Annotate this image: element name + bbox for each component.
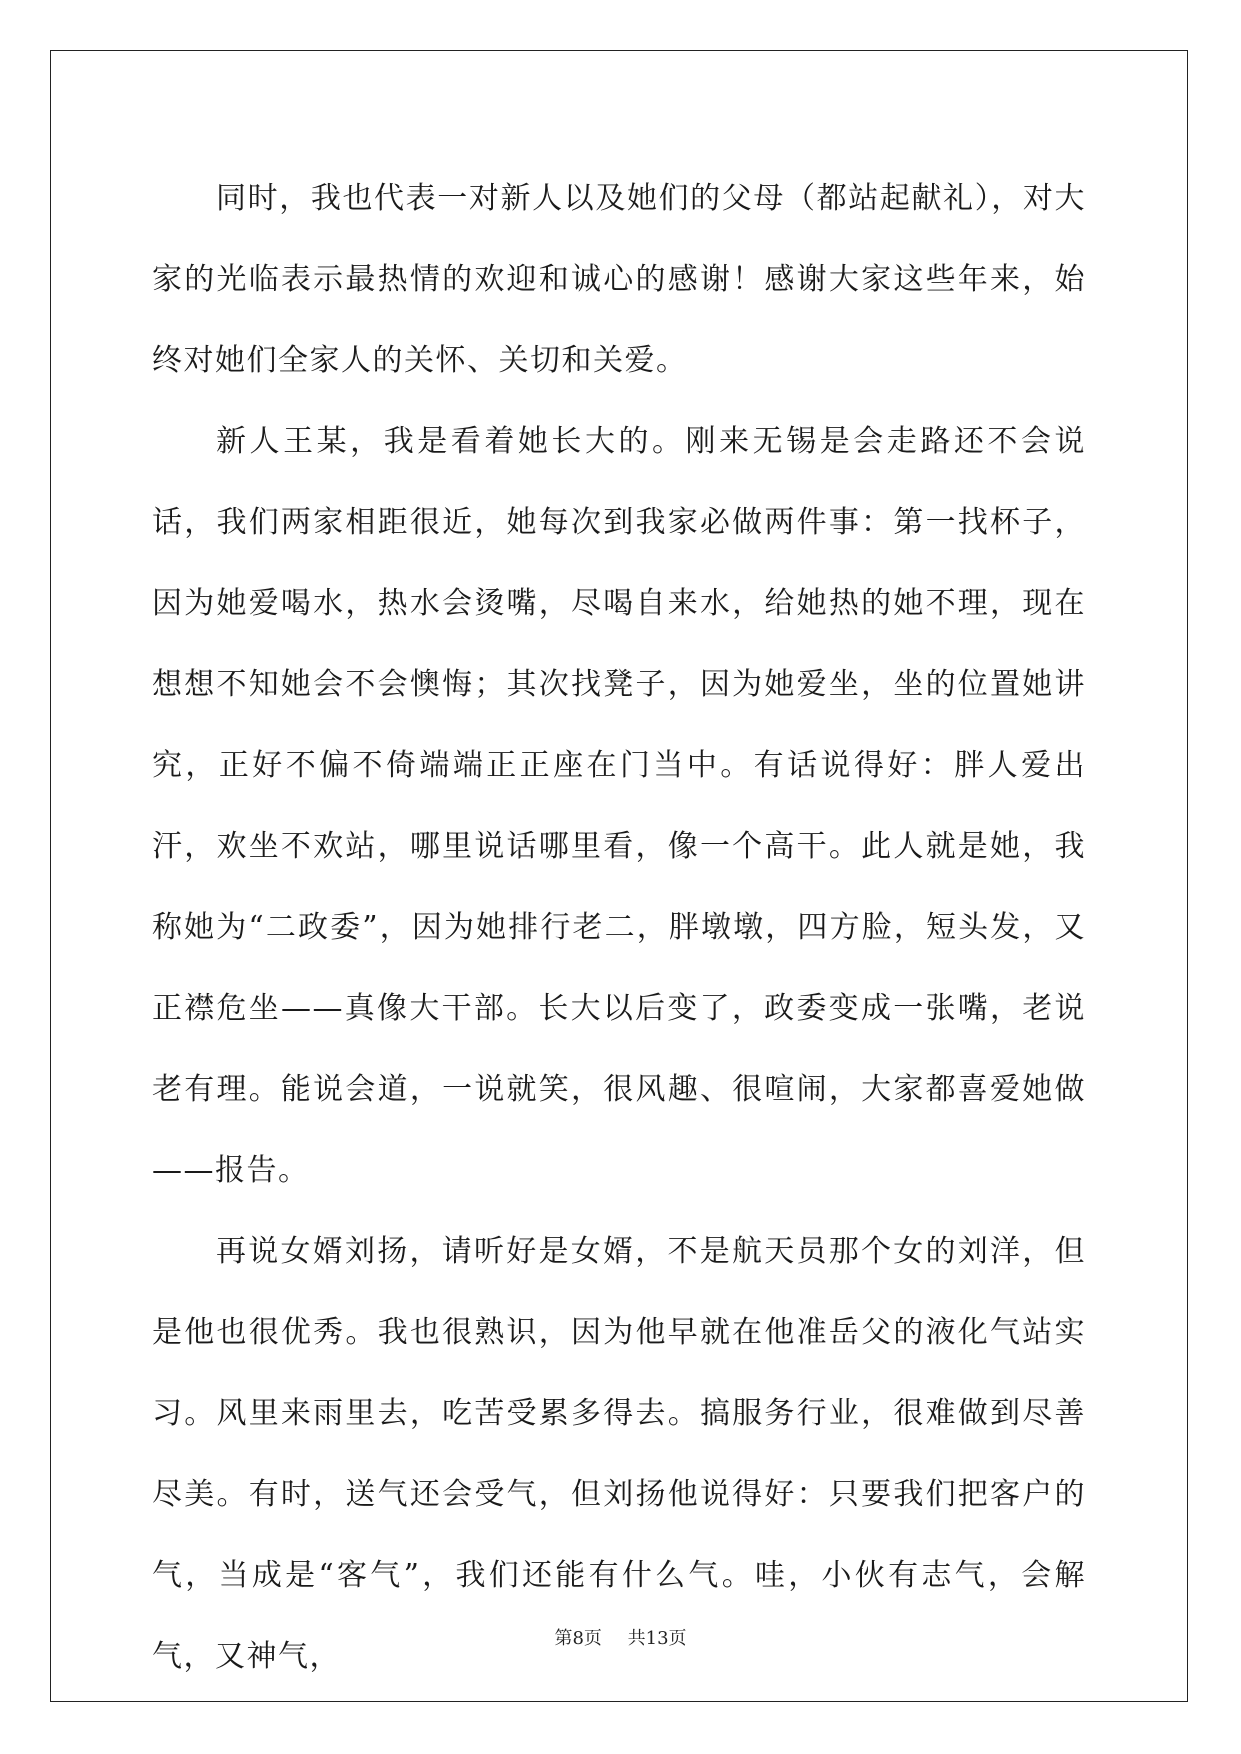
document-body xyxy=(152,158,1086,1697)
page-number: 第8页 xyxy=(554,1628,602,1649)
page-total: 共13页 xyxy=(627,1628,687,1649)
paragraph: 再说女婿刘扬，请听好是女婿，不是航天员那个女的刘洋，但是他也很优秀。我也很熟识，因为他早就在他准岳父的液化气站实习。风里来雨里去，吃苦受累多得去。搞服务行业，很难做到尽善尽美。有时，送气还会受气，但刘扬他说得好：只要我们把客户的气，当成是“客气”，我们还能有什么气。哇，小伙有志气，会解气，又神气， xyxy=(152,1234,1086,1674)
paragraph: 新人王某，我是看着她长大的。刚来无锡是会走路还不会说话，我们两家相距很近，她每次到我家必做两件事：第一找杯子，因为她爱喝水，热水会烫嘴，尽喝自来水，给她热的她不理，现在想想不知她会不会懊悔；其次找凳子，因为她爱坐，坐的位置她讲究，正好不偏不倚端端正正座在门当中。有话说得好：胖人爱出汗，欢坐不欢站，哪里说话哪里看，像一个高干。此人就是她，我称她为“二政委”，因为她排行老二，胖墩墩，四方脸，短头发，又正襟危坐——真像大干部。长大以后变了，政委变成一张嘴，老说老有理。能说会道，一说就笑，很风趣、很喧闹，大家都喜爱她做——报告。 xyxy=(152,424,1086,1188)
paragraph: 同时，我也代表一对新人以及她们的父母（都站起献礼），对大家的光临表示最热情的欢迎和诚心的感谢！感谢大家这些年来，始终对她们全家人的关怀、关切和关爱。 xyxy=(152,181,1086,378)
page-footer xyxy=(0,1624,1241,1650)
